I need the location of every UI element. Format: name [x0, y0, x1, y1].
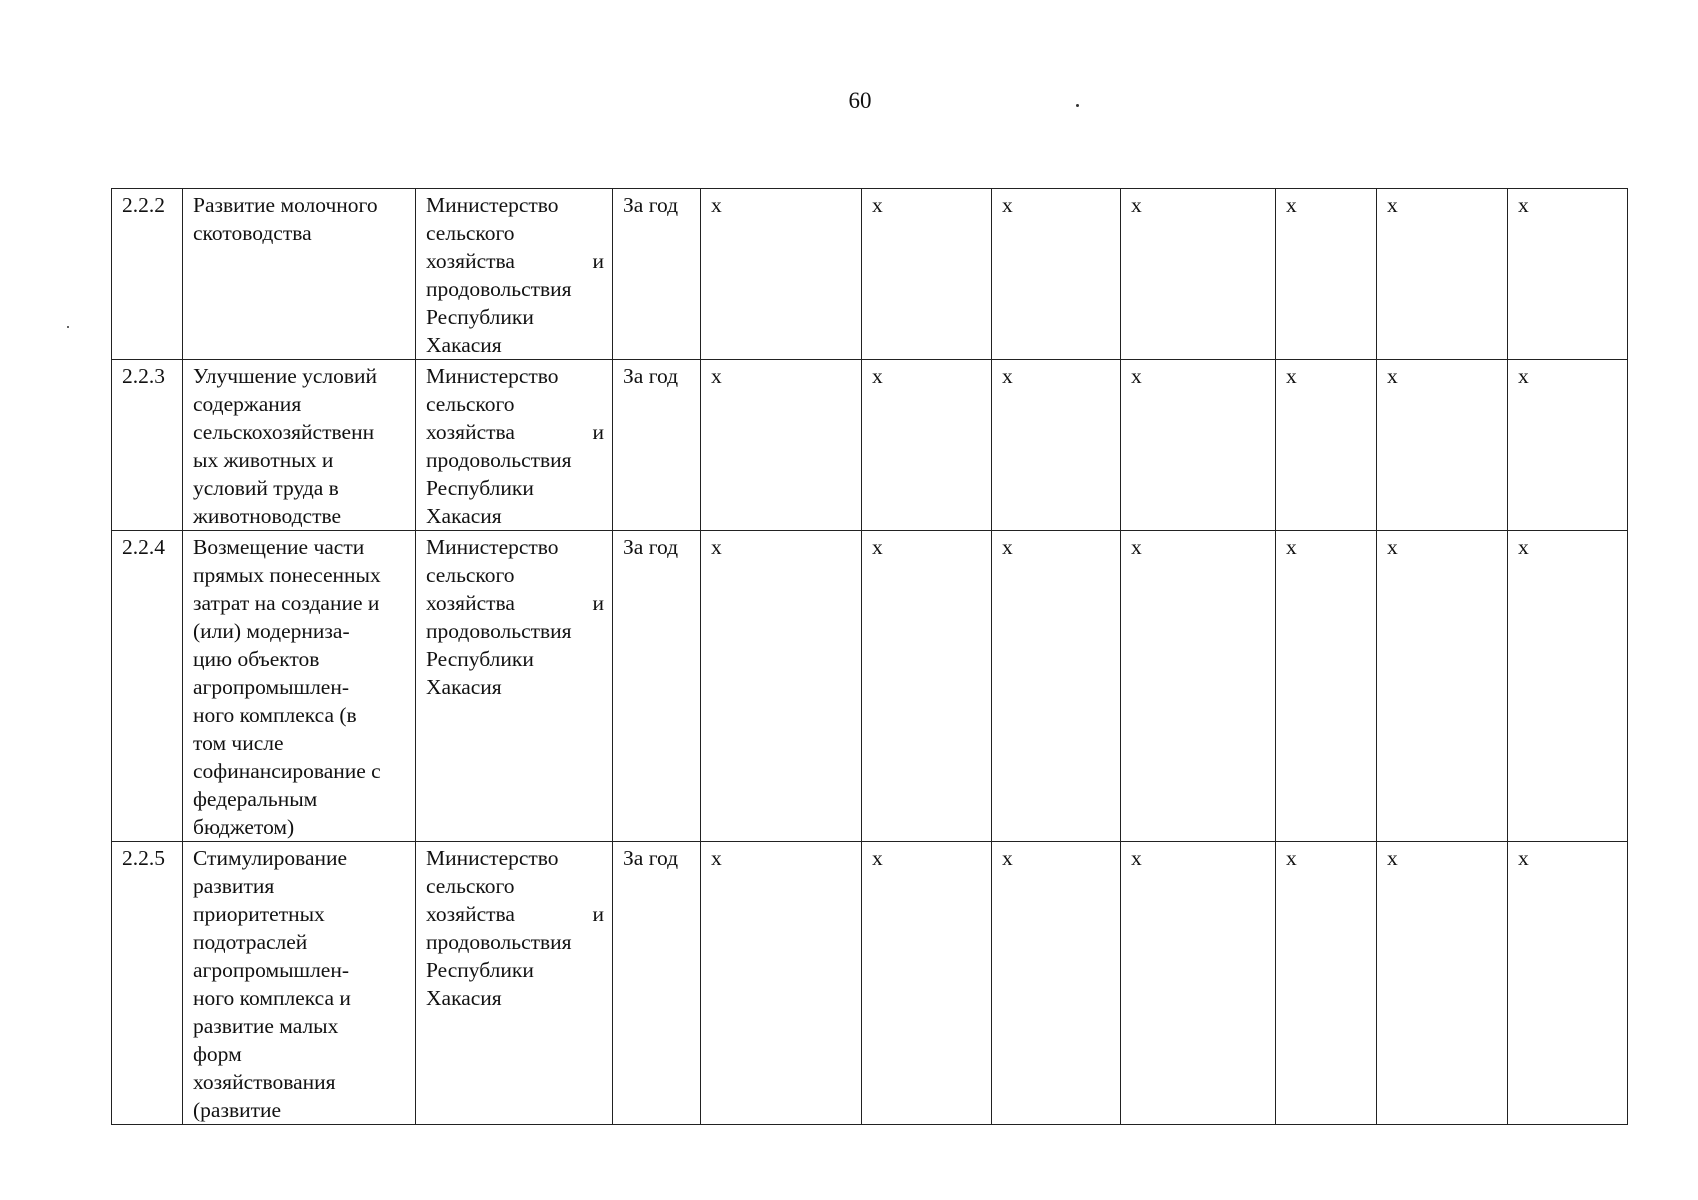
measure-name-line: ного комплекса (в — [193, 703, 357, 727]
executor-line: продовольствия — [426, 930, 572, 954]
value-cell: x — [1508, 842, 1628, 1125]
measure-name-line: форм — [193, 1042, 242, 1066]
measure-name-line: сельскохозяйственн — [193, 420, 375, 444]
measure-name-line: ного комплекса и — [193, 986, 351, 1010]
executor-line: Хакасия — [426, 986, 502, 1010]
executor-line — [426, 900, 604, 928]
value-cell: x — [1508, 360, 1628, 531]
measure-name-line: федеральным — [193, 787, 318, 811]
executor-line: сельского — [426, 874, 515, 898]
value-cell: x — [701, 531, 862, 842]
executor-line: сельского — [426, 392, 515, 416]
value-cell: x — [701, 189, 862, 360]
executor-line: Хакасия — [426, 504, 502, 528]
period: За год — [613, 842, 701, 1125]
item-number: 2.2.5 — [112, 842, 183, 1125]
measure-name-line: (или) модерниза- — [193, 619, 350, 643]
value-cell: x — [862, 189, 992, 360]
measure-name-line: агропромышлен- — [193, 958, 350, 982]
measure-name-line: софинансирование с — [193, 759, 381, 783]
measure-name-line: ых животных и — [193, 448, 334, 472]
value-cell: x — [1276, 360, 1377, 531]
measure-name-line: (развитие — [193, 1098, 282, 1122]
value-cell: x — [862, 842, 992, 1125]
executor-line: Хакасия — [426, 333, 502, 357]
executor — [416, 531, 613, 842]
measure-name-line: том числе — [193, 731, 284, 755]
measure-name-line: затрат на создание и — [193, 591, 380, 615]
value-cell: x — [862, 531, 992, 842]
executor-line: Министерство — [426, 193, 559, 217]
measure-name-line: бюджетом) — [193, 815, 295, 839]
executor-line: Республики — [426, 647, 534, 671]
value-cell: x — [1508, 531, 1628, 842]
executor-line: Республики — [426, 476, 534, 500]
measure-name-line: подотраслей — [193, 930, 308, 954]
executor-word: и — [592, 591, 604, 615]
value-cell: x — [1276, 189, 1377, 360]
value-cell: x — [992, 531, 1121, 842]
value-cell: x — [1377, 189, 1508, 360]
executor-line: продовольствия — [426, 448, 572, 472]
value-cell: x — [1377, 360, 1508, 531]
period: За год — [613, 189, 701, 360]
executor — [416, 842, 613, 1125]
item-number: 2.2.4 — [112, 531, 183, 842]
value-cell: x — [1377, 842, 1508, 1125]
table-row — [112, 842, 1628, 1125]
period: За год — [613, 360, 701, 531]
value-cell: x — [862, 360, 992, 531]
value-cell: x — [1121, 189, 1276, 360]
executor-line: Республики — [426, 958, 534, 982]
value-cell: x — [1508, 189, 1628, 360]
executor-word: хозяйства — [426, 902, 515, 926]
measure-name-line: прямых понесенных — [193, 563, 381, 587]
measure-name — [183, 360, 416, 531]
executor-word: хозяйства — [426, 420, 515, 444]
measure-name — [183, 842, 416, 1125]
period: За год — [613, 531, 701, 842]
executor — [416, 360, 613, 531]
measure-name-line: Стимулирование — [193, 846, 348, 870]
measure-name-line: развитие малых — [193, 1014, 339, 1038]
measures-table — [111, 188, 1628, 1125]
measure-name-line: Развитие молочного — [193, 193, 378, 217]
executor-line: Министерство — [426, 846, 559, 870]
measure-name — [183, 531, 416, 842]
measure-name-line: агропромышлен- — [193, 675, 350, 699]
executor-line: продовольствия — [426, 277, 572, 301]
measure-name-line: хозяйствования — [193, 1070, 336, 1094]
value-cell: x — [701, 842, 862, 1125]
value-cell: x — [992, 360, 1121, 531]
executor-line: сельского — [426, 563, 515, 587]
measure-name-line: животноводстве — [193, 504, 342, 528]
value-cell: x — [992, 189, 1121, 360]
measure-name-line: содержания — [193, 392, 302, 416]
measure-name-line: приоритетных — [193, 902, 325, 926]
value-cell: x — [1276, 531, 1377, 842]
value-cell: x — [1377, 531, 1508, 842]
measure-name-line: скотоводства — [193, 221, 312, 245]
table-row — [112, 531, 1628, 842]
item-number: 2.2.2 — [112, 189, 183, 360]
executor-line — [426, 589, 604, 617]
executor-line — [426, 418, 604, 446]
value-cell: x — [992, 842, 1121, 1125]
measure-name-line: развития — [193, 874, 275, 898]
value-cell: x — [1121, 531, 1276, 842]
executor-word: и — [592, 902, 604, 926]
value-cell: x — [1121, 842, 1276, 1125]
value-cell: x — [701, 360, 862, 531]
value-cell: x — [1276, 842, 1377, 1125]
executor-word: хозяйства — [426, 591, 515, 615]
scan-speck — [67, 326, 69, 328]
measure-name — [183, 189, 416, 360]
measure-name-line: цию объектов — [193, 647, 320, 671]
item-number: 2.2.3 — [112, 360, 183, 531]
executor-line: Хакасия — [426, 675, 502, 699]
executor-word: и — [592, 420, 604, 444]
measure-name-line: условий труда в — [193, 476, 339, 500]
executor-word: хозяйства — [426, 249, 515, 273]
executor-line: продовольствия — [426, 619, 572, 643]
executor-line: сельского — [426, 221, 515, 245]
table-body — [112, 189, 1628, 1125]
scan-speck — [1076, 104, 1079, 107]
executor-line — [426, 247, 604, 275]
measure-name-line: Возмещение части — [193, 535, 365, 559]
executor-word: и — [592, 249, 604, 273]
value-cell: x — [1121, 360, 1276, 531]
executor — [416, 189, 613, 360]
measure-name-line: Улучшение условий — [193, 364, 378, 388]
table-row — [112, 360, 1628, 531]
executor-line: Министерство — [426, 535, 559, 559]
table-row — [112, 189, 1628, 360]
page-number: 60 — [848, 88, 872, 113]
executor-line: Министерство — [426, 364, 559, 388]
executor-line: Республики — [426, 305, 534, 329]
